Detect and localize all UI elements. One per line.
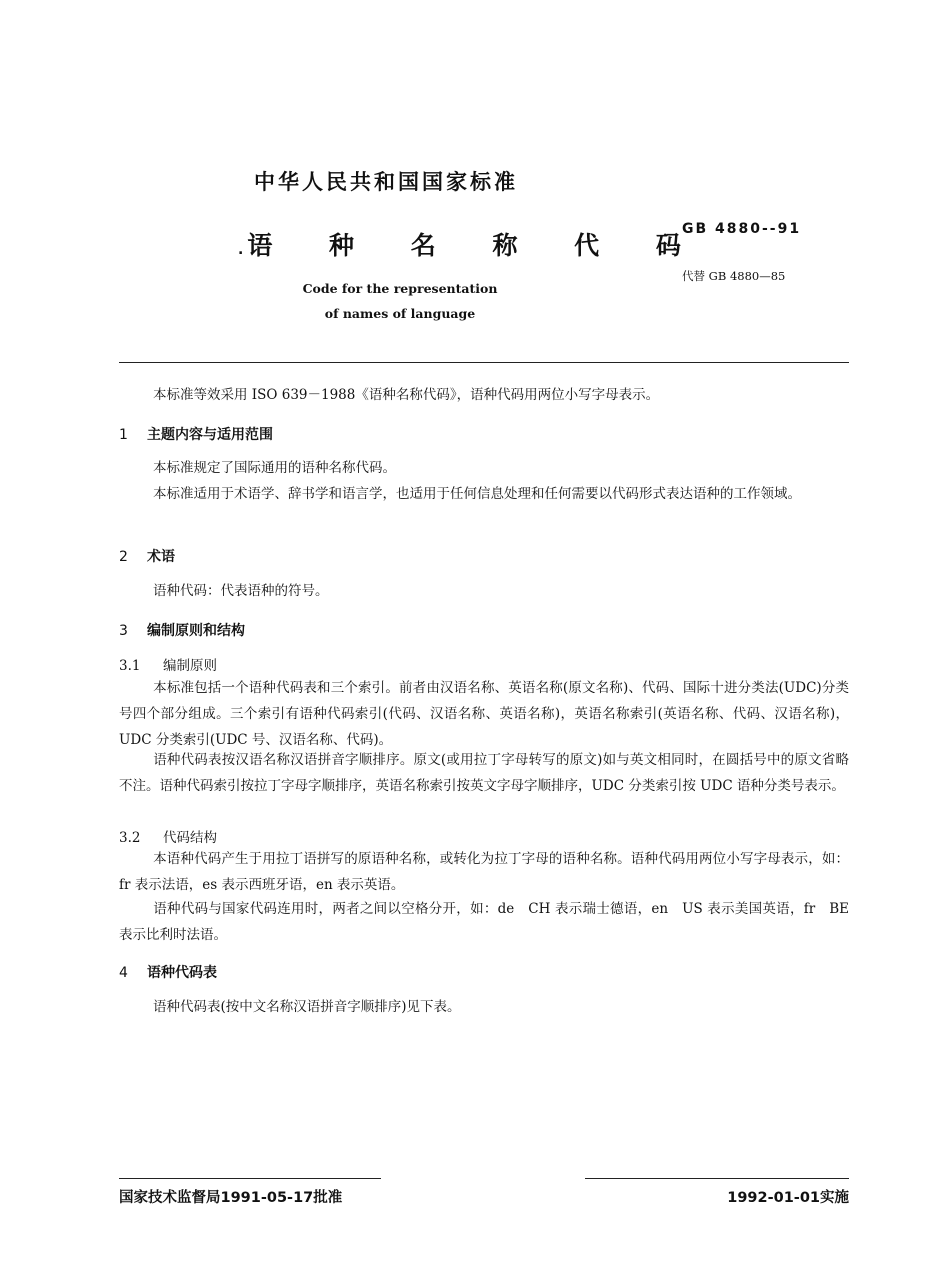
doc-title-row	[238, 226, 705, 262]
section-3-heading	[119, 620, 245, 640]
org-title: 中华人民共和国国家标准	[254, 170, 518, 194]
section-4-heading	[119, 962, 217, 982]
section-3-2-heading	[119, 826, 217, 846]
paragraph-text: 语种代码表按汉语名称汉语拼音字顺排序。原文(或用拉丁字母转写的原文)如与英文相同时，在圆括号中的原文省略不注。语种代码索引按拉丁字母字顺排序，英语名称索引按英文字母字顺排序，UDC 分类索引按 UDC 语种分类号表示。	[119, 752, 849, 794]
section-1-heading	[119, 424, 273, 444]
standard-number: GB 4880--91	[682, 221, 802, 237]
section-1-paragraph-1	[119, 455, 849, 481]
section-3-1-paragraph-1	[119, 675, 849, 753]
section-2-paragraph-1	[119, 578, 849, 604]
section-4-paragraph-1	[119, 994, 849, 1020]
title-dot-mark: .	[238, 242, 244, 258]
paragraph-text: 语种代码表(按中文名称汉语拼音字顺排序)见下表。	[153, 999, 461, 1015]
footer-divider-left	[119, 1178, 381, 1179]
paragraph-text: 本标准适用于术语学、辞书学和语言学，也适用于任何信息处理和任何需要以代码形式表达语种的工作领域。	[153, 486, 801, 502]
header-divider	[119, 362, 849, 363]
paragraph-text: 本标准包括一个语种代码表和三个索引。前者由汉语名称、英语名称(原文名称)、代码、国际十进分类法(UDC)分类号四个部分组成。三个索引有语种代码索引(代码、汉语名称、英语名称)，英语名称索引(英语名称、代码、汉语名称)，UDC 分类索引(UDC 号、汉语名称、代码)。	[119, 680, 849, 748]
subsection-title: 代码结构	[163, 830, 217, 846]
section-title: 编制原则和结构	[147, 623, 245, 639]
subsection-number: 3.1	[119, 658, 141, 674]
intro-text: 本标准等效采用 ISO 639－1988《语种名称代码》，语种代码用两位小写字母表示。	[153, 387, 660, 403]
section-2-heading	[119, 546, 175, 566]
subsection-number: 3.2	[119, 830, 141, 846]
paragraph-text: 语种代码与国家代码连用时，两者之间以空格分开，如：de CH 表示瑞士德语，en US 表示美国英语，fr BE 表示比利时法语。	[119, 901, 849, 943]
section-3-2-paragraph-1	[119, 846, 849, 898]
subsection-title: 编制原则	[163, 658, 217, 674]
paragraph-text: 语种代码：代表语种的符号。	[153, 583, 329, 599]
section-3-1-heading	[119, 654, 217, 674]
footer-divider-right	[585, 1178, 849, 1179]
english-title-line-1: Code for the representation	[302, 281, 498, 296]
doc-title: 语 种 名 称 代 码	[247, 231, 705, 260]
section-title: 主题内容与适用范围	[147, 427, 273, 443]
section-number: 4	[119, 965, 128, 981]
approval-date: 国家技术监督局1991-05-17批准	[119, 1190, 343, 1206]
section-1-paragraph-2	[119, 481, 849, 507]
section-number: 1	[119, 427, 128, 443]
section-number: 3	[119, 623, 128, 639]
section-title: 术语	[147, 549, 175, 565]
paragraph-text: 本语种代码产生于用拉丁语拼写的原语种名称，或转化为拉丁字母的语种名称。语种代码用两位小写字母表示，如：fr 表示法语，es 表示西班牙语，en 表示英语。	[119, 851, 849, 893]
section-3-1-paragraph-2	[119, 747, 849, 799]
section-number: 2	[119, 549, 128, 565]
effective-date: 1992-01-01实施	[727, 1190, 849, 1206]
intro-paragraph	[119, 382, 849, 408]
english-title-line-2: of names of language	[324, 306, 476, 321]
section-3-2-paragraph-2	[119, 896, 849, 948]
paragraph-text: 本标准规定了国际通用的语种名称代码。	[153, 460, 396, 476]
section-title: 语种代码表	[147, 965, 217, 981]
replaces-note: 代替 GB 4880—85	[682, 269, 786, 283]
